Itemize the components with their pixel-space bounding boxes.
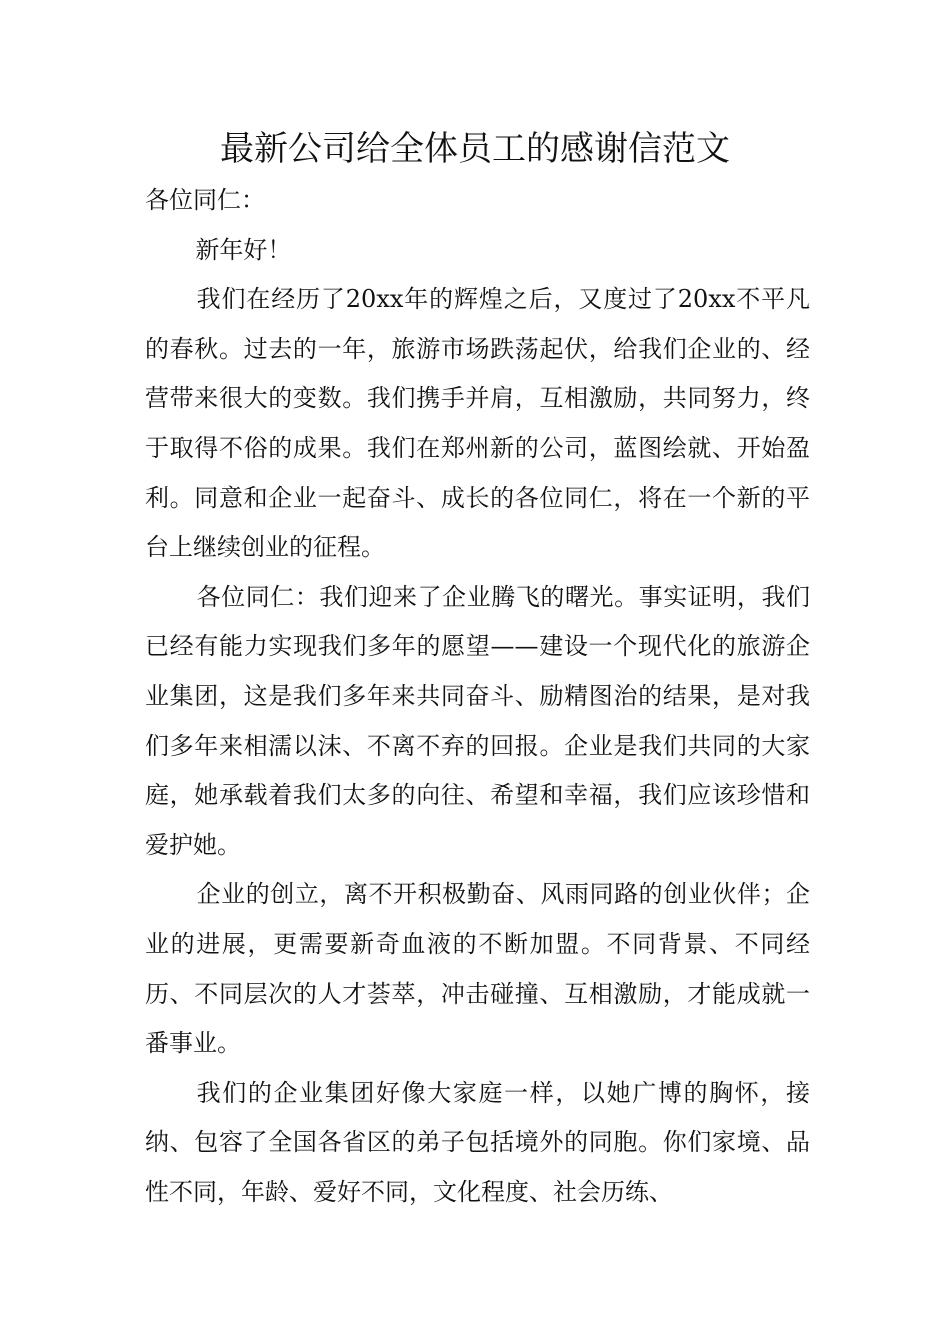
salutation: 各位同仁： <box>145 186 265 214</box>
paragraph-greeting: 新年好！ <box>195 235 292 264</box>
paragraph-2: 各位同仁：我们迎来了企业腾飞的曙光。事实证明，我们已经有能力实现我们多年的愿望——建设一个现代化的旅游企业集团，这是我们多年来共同奋斗、励精图治的结果，是对我们多年来相濡以沫、不离不弃的回报。企业是我们共同的大家庭，她承载着我们太多的向往、希望和幸福，我们应该珍惜和爱护她。 <box>145 582 810 859</box>
letter-body <box>145 176 810 1217</box>
paragraph-1: 我们在经历了20xx年的辉煌之后，又度过了20xx不平凡的春秋。过去的一年，旅游市场跌荡起伏，给我们企业的、经营带来很大的变数。我们携手并肩，互相激励，共同努力，终于取得不俗的成果。我们在郑州新的公司，蓝图绘就、开始盈利。同意和企业一起奋斗、成长的各位同仁，将在一个新的平台上继续创业的征程。 <box>145 285 810 562</box>
paragraph-3: 企业的创立，离不开积极勤奋、风雨同路的创业伙伴；企业的进展，更需要新奇血液的不断加盟。不同背景、不同经历、不同层次的人才荟萃，冲击碰撞、互相激励，才能成就一番事业。 <box>145 880 810 1058</box>
document-title: 最新公司给全体员工的感谢信范文 <box>220 129 730 169</box>
paragraph-4: 我们的企业集团好像大家庭一样，以她广博的胸怀，接纳、包容了全国各省区的弟子包括境外的同胞。你们家境、品性不同，年龄、爱好不同，文化程度、社会历练、 <box>145 1078 810 1206</box>
